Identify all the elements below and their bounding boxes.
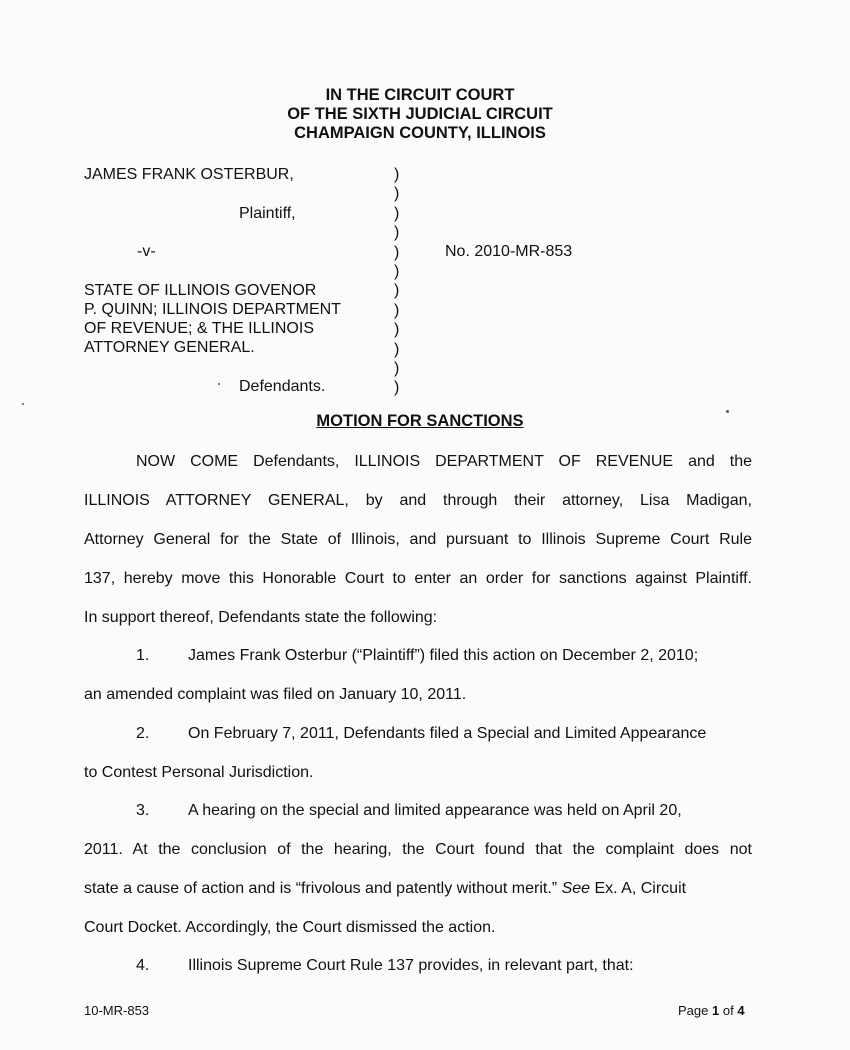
versus-label: -v- [137, 243, 156, 260]
paragraph-number: 4. [136, 957, 150, 974]
court-name-line3: CHAMPAIGN COUNTY, ILLINOIS [294, 124, 546, 142]
paragraph-3-line-2: 2011. At the conclusion of the hearing, the Court found that the complaint does not [84, 841, 752, 858]
defendant-line-2: P. QUINN; ILLINOIS DEPARTMENT [84, 301, 341, 318]
paragraph-3-line-4: Court Docket. Accordingly, the Court dismissed the action. [84, 919, 496, 936]
paragraph-number: 3. [136, 802, 150, 819]
body-line-1: NOW COME Defendants, ILLINOIS DEPARTMENT OF REVENUE and the [136, 453, 752, 470]
paragraph-1-line-2: an amended complaint was filed on January 10, 2011. [84, 686, 467, 703]
paragraph-text: James Frank Osterbur (“Plaintiff”) filed this action on December 2, 2010; [188, 647, 699, 664]
footer-case-number: 10-MR-853 [84, 1003, 150, 1018]
paragraph-3-line-3: state a cause of action and is “frivolous and patently without merit.” See Ex. A, Circuit [84, 880, 687, 897]
plaintiff-name: JAMES FRANK OSTERBUR, [84, 166, 294, 183]
body-line-3: Attorney General for the State of Illinois, and pursuant to Illinois Supreme Court Rule [84, 531, 752, 548]
defendant-line-1: STATE OF ILLINOIS GOVENOR [84, 282, 317, 299]
paragraph-1-first [84, 646, 752, 665]
paragraph-text: On February 7, 2011, Defendants filed a Special and Limited Appearance [188, 725, 707, 742]
court-name-line2: OF THE SIXTH JUDICIAL CIRCUIT [287, 105, 553, 123]
scan-speck [218, 383, 220, 385]
scan-speck [726, 410, 729, 413]
paragraph-number: 1. [136, 647, 150, 664]
body-line-2: ILLINOIS ATTORNEY GENERAL, by and through their attorney, Lisa Madigan, [84, 492, 752, 509]
defendant-line-4: ATTORNEY GENERAL. [84, 339, 255, 356]
defendant-line-3: OF REVENUE; & THE ILLINOIS [84, 320, 314, 337]
caption-divider: ) ) ) ) ) ) ) ) ) ) ) ) [394, 166, 400, 397]
motion-title: MOTION FOR SANCTIONS [316, 412, 524, 430]
case-number: No. 2010-MR-853 [445, 243, 573, 260]
court-name-line1: IN THE CIRCUIT COURT [325, 86, 515, 104]
defendants-label: Defendants. [239, 378, 326, 395]
paragraph-2-first [84, 724, 752, 743]
paragraph-3-first [84, 801, 752, 820]
paragraph-number: 2. [136, 725, 150, 742]
body-line-5: In support thereof, Defendants state the following: [84, 609, 438, 626]
plaintiff-label: Plaintiff, [239, 205, 296, 222]
scan-speck [22, 403, 24, 405]
paragraph-2-line-2: to Contest Personal Jurisdiction. [84, 764, 314, 781]
body-line-4: 137, hereby move this Honorable Court to enter an order for sanctions against Plaintiff. [84, 570, 752, 587]
paragraph-text: Illinois Supreme Court Rule 137 provides, in relevant part, that: [188, 957, 634, 974]
paragraph-4-first [84, 956, 752, 975]
paragraph-text: A hearing on the special and limited appearance was held on April 20, [188, 802, 682, 819]
footer-page-number: Page 1 of 4 [678, 1003, 745, 1018]
